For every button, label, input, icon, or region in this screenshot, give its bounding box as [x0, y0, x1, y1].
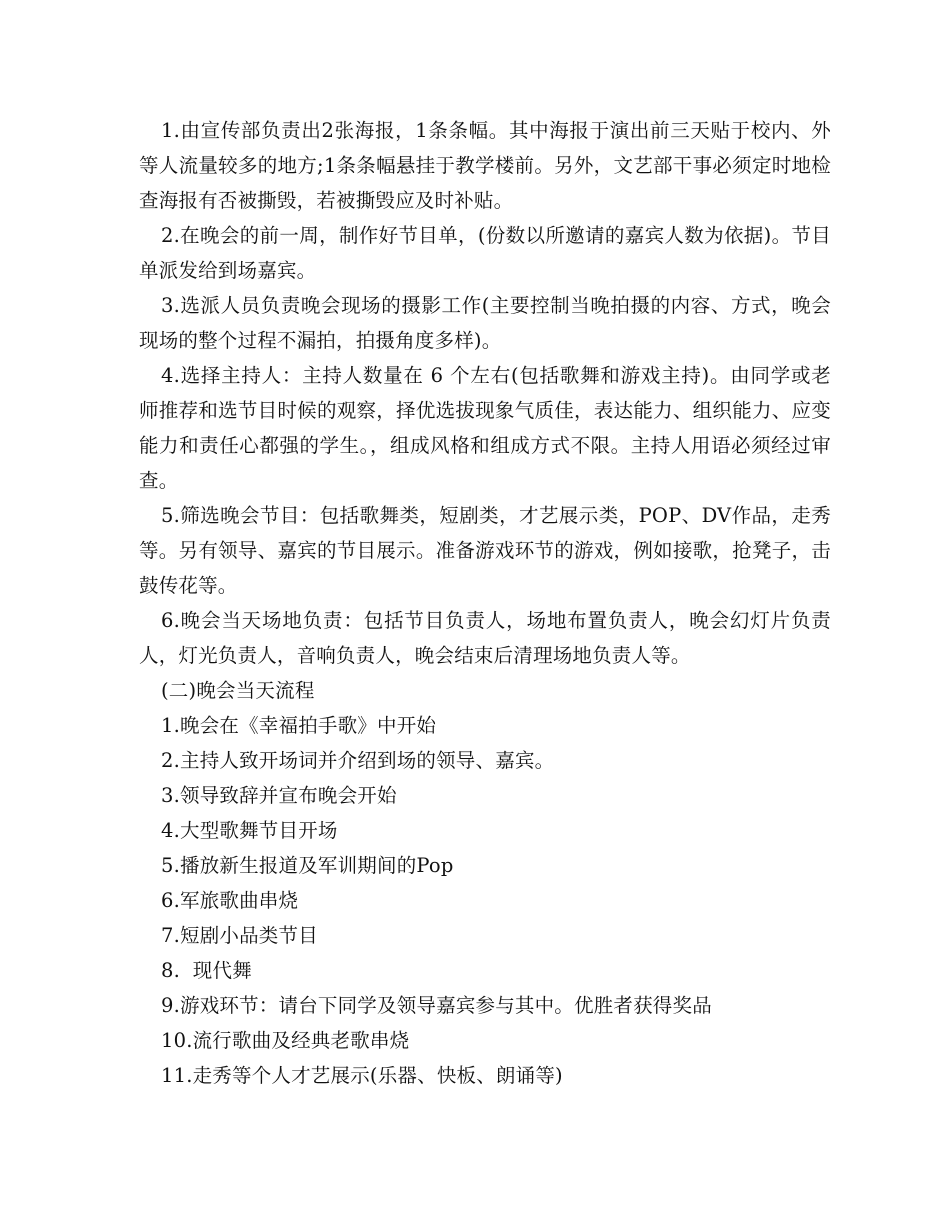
paragraph-photography: 3.选派人员负责晚会现场的摄影工作(主要控制当晚拍摄的内容、方式，晚会现场的整个过程不漏拍，拍摄角度多样)。 — [139, 294, 831, 352]
paragraph-venue-staff: 6.晚会当天场地负责：包括节目负责人，场地布置负责人，晚会幻灯片负责人，灯光负责人，音响负责人，晚会结束后清理场地负责人等。 — [139, 609, 831, 667]
paragraph-program-screening: 5.筛选晚会节目：包括歌舞类，短剧类，才艺展示类，POP、DV作品，走秀等。另有领导、嘉宾的节目展示。准备游戏环节的游戏，例如接歌，抢凳子，击鼓传花等。 — [139, 504, 831, 597]
flow-item: 4.大型歌舞节目开场 — [161, 819, 338, 842]
paragraph-program-list: 2.在晚会的前一周，制作好节目单，(份数以所邀请的嘉宾人数为依据)。节目单派发给到场嘉宾。 — [139, 224, 831, 282]
section-heading: (二)晚会当天流程 — [161, 679, 315, 702]
flow-item: 1.晚会在《幸福拍手歌》中开始 — [161, 714, 437, 737]
flow-item: 5.播放新生报道及军训期间的Pop — [161, 854, 454, 877]
paragraph-host-selection: 4.选择主持人：主持人数量在 6 个左右(包括歌舞和游戏主持)。由同学或老师推荐和选节目时候的观察，择优选拔现象气质佳，表达能力、组织能力、应变能力和责任心都强的学生。，组成风格和组成方式不限。主持人用语必须经过审查。 — [139, 364, 831, 492]
paragraph-poster: 1.由宣传部负责出2张海报，1条条幅。其中海报于演出前三天贴于校内、外等人流量较多的地方;1条条幅悬挂于教学楼前。另外，文艺部干事必须定时地检查海报有否被撕毁，若被撕毁应及时补贴。 — [139, 119, 831, 212]
flow-item: 8. 现代舞 — [161, 959, 252, 982]
flow-item: 9.游戏环节：请台下同学及领导嘉宾参与其中。优胜者获得奖品 — [161, 994, 712, 1017]
document-body — [139, 113, 831, 1093]
flow-item: 7.短剧小品类节目 — [161, 924, 318, 947]
flow-item: 3.领导致辞并宣布晚会开始 — [161, 784, 397, 807]
flow-item: 10.流行歌曲及经典老歌串烧 — [161, 1029, 410, 1052]
flow-item: 6.军旅歌曲串烧 — [161, 889, 299, 912]
flow-item: 2.主持人致开场词并介绍到场的领导、嘉宾。 — [161, 749, 555, 772]
flow-item: 11.走秀等个人才艺展示(乐器、快板、朗诵等) — [161, 1064, 563, 1087]
